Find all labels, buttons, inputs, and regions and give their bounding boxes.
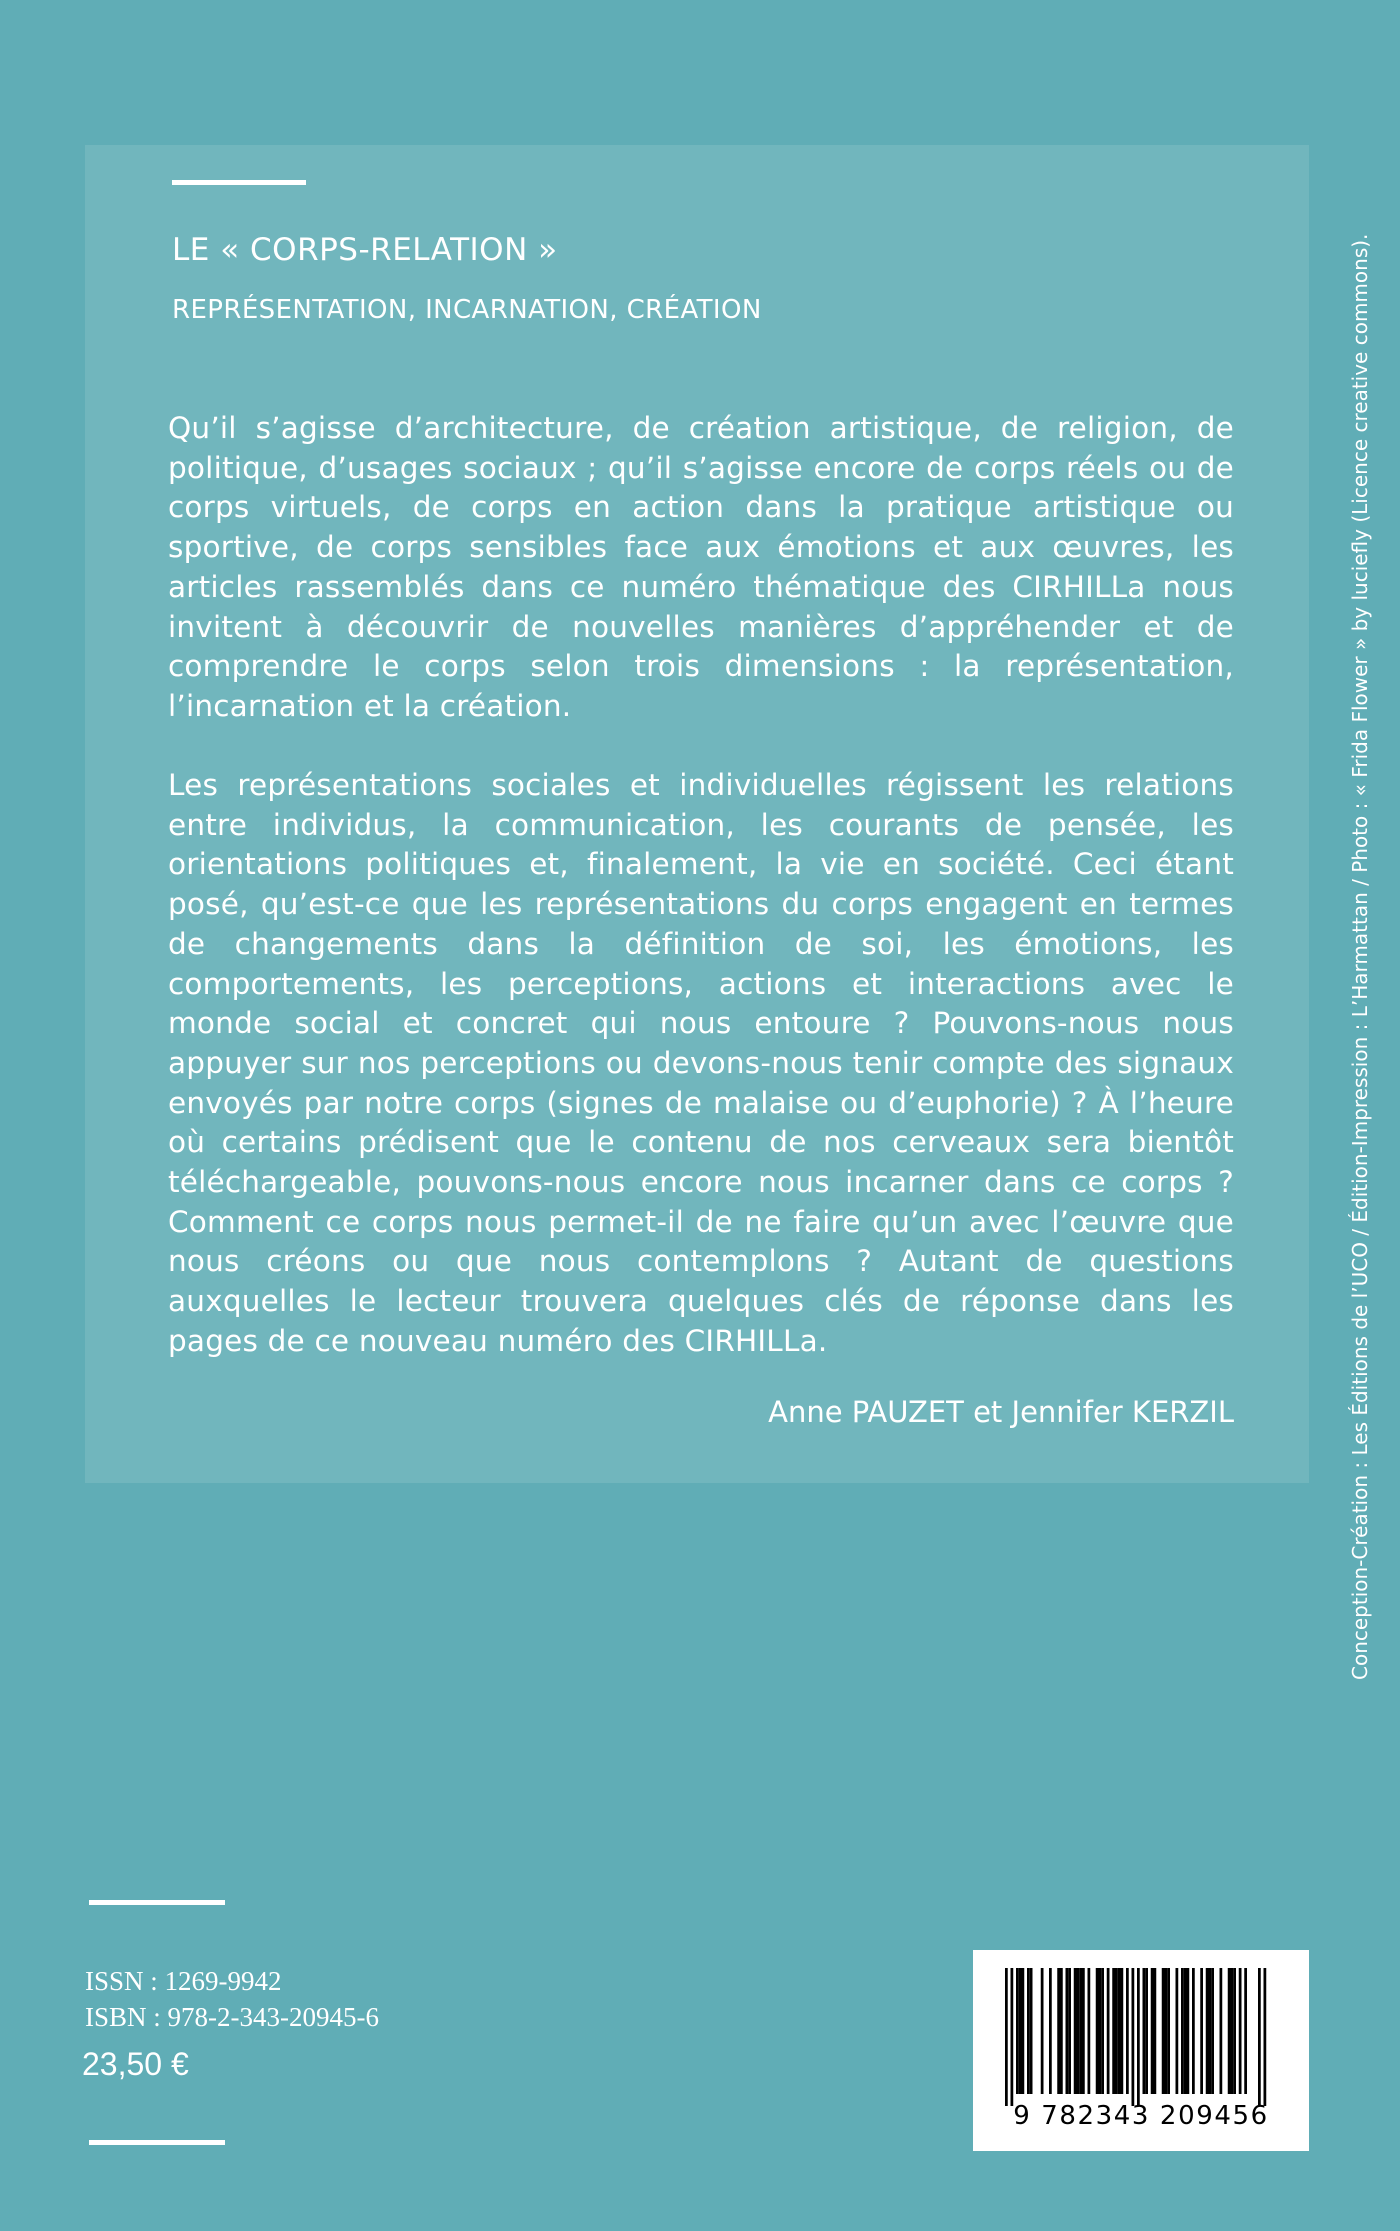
barcode-bar [1079, 1968, 1082, 2094]
barcode-bar [1211, 1968, 1214, 2094]
barcode-bar [1233, 1968, 1236, 2094]
barcode-bar [1115, 1968, 1118, 2094]
barcode-bar [1099, 1968, 1102, 2094]
barcode [973, 1950, 1309, 2151]
barcode-bar [1019, 1968, 1022, 2094]
barcode-digits: 9 782343 209456 [1013, 2101, 1269, 2131]
barcode-bar [1022, 1968, 1025, 2094]
barcode-bar [1228, 1968, 1231, 2094]
barcode-bar [1244, 1968, 1247, 2094]
barcode-bar [1187, 1968, 1190, 2094]
barcode-bar [1165, 1968, 1168, 2094]
barcode-bar [1118, 1968, 1121, 2094]
blurb-paragraph-1: Qu’il s’agisse d’architecture, de création artistique, de religion, de politique, d’usages sociaux ; qu’il s’agisse encore de corps réels ou de corps virtuels, de corps en action dans la pratique artistique ou sportive, de corps sensibles face aux émotions et aux œuvres, les articles rassemblés dans ce numéro thématique des CIRHILLa nous invitent à découvrir de nouvelles manières d’appréhender et de comprendre le corps selon trois dimensions : la représentation, l’incarnation et la création. [168, 411, 1234, 723]
barcode-bar [1030, 1968, 1033, 2094]
barcode-bar [1096, 1968, 1099, 2094]
barcode-bar [1057, 1968, 1060, 2094]
authors: Anne PAUZET et Jennifer KERZIL [768, 1395, 1234, 1429]
barcode-bar [1082, 1968, 1085, 2094]
barcode-bar [1107, 1968, 1110, 2094]
barcode-bar [1154, 1968, 1157, 2094]
barcode-bar [1176, 1968, 1179, 2094]
barcode-bar [1137, 1968, 1140, 2106]
barcode-bar [1041, 1968, 1044, 2094]
barcode-bar [1192, 1968, 1195, 2094]
barcode-bar [1181, 1968, 1184, 2094]
bottom-rule-upper [89, 1900, 225, 1905]
book-title: LE « CORPS-RELATION » [172, 232, 558, 268]
isbn: ISBN : 978-2-343-20945-6 [85, 2002, 379, 2032]
barcode-bar [1184, 1968, 1187, 2094]
barcode-bar [1088, 1968, 1091, 2094]
barcode-bar [1126, 1968, 1129, 2094]
blurb-paragraph-2: Les représentations sociales et individuelles régissent les relations entre individus, la communication, les courants de pensée, les orientations politiques et, finalement, la vie en société. Ceci étant posé, qu’est-ce que les représentations du corps engagent en termes de changements dans la définition de soi, les émotions, les comportements, les perceptions, actions et interactions avec le monde social et concret qui nous entoure ? Pouvons-nous nous appuyer sur nos perceptions ou devons-nous tenir compte des signaux envoyés par notre corps (signes de malaise ou d’euphorie) ? À l’heure où certains prédisent que le contenu de nos cerveaux sera bientôt téléchargeable, pouvons-nous encore nous incarner dans ce corps ? Comment ce corps nous permet-il de ne faire qu’un avec l’œuvre que nous créons ou que nous contemplons ? Autant de questions auxquelles le lecteur trouvera quelques clés de réponse dans les pages de ce nouveau numéro des CIRHILLa. [168, 768, 1234, 1358]
barcode-bar [1162, 1968, 1165, 2094]
barcode-bar [1011, 1968, 1014, 2106]
book-subtitle: REPRÉSENTATION, INCARNATION, CRÉATION [172, 295, 762, 325]
barcode-bar [1145, 1968, 1148, 2094]
barcode-bar [1005, 1968, 1008, 2106]
credit-line: Conception-Création : Les Éditions de l’UCO / Édition-Impression : L’Harmattan / Photo : « Frida Flower » by luciefly (Licence creative commons). [1348, 233, 1372, 1680]
barcode-bar [1066, 1968, 1069, 2094]
barcode-bar [1132, 1968, 1135, 2106]
barcode-bar [1220, 1968, 1223, 2094]
barcode-bar [1077, 1968, 1080, 2094]
barcode-bar [1239, 1968, 1242, 2094]
barcode-bar [1027, 1968, 1030, 2094]
barcode-bar [1200, 1968, 1203, 2094]
price: 23,50 € [82, 2046, 189, 2082]
barcode-bar [1049, 1968, 1052, 2094]
barcode-bar [1167, 1968, 1170, 2094]
barcode-bar [1060, 1968, 1063, 2094]
barcode-bar [1264, 1968, 1267, 2106]
barcode-bar [1068, 1968, 1071, 2094]
barcode-bar [1101, 1968, 1104, 2094]
barcode-bar [1143, 1968, 1146, 2094]
barcode-bar [1231, 1968, 1234, 2094]
issn: ISSN : 1269-9942 [85, 1966, 282, 1996]
barcode-bar [1112, 1968, 1115, 2094]
top-rule [172, 180, 306, 185]
barcode-bar [1209, 1968, 1212, 2094]
barcode-bar [1121, 1968, 1124, 2094]
barcode-bar [1151, 1968, 1154, 2094]
barcode-bar [1074, 1968, 1077, 2094]
barcode-bar [1206, 1968, 1209, 2094]
bottom-rule-lower [89, 2140, 225, 2145]
barcode-bar [1016, 1968, 1019, 2094]
barcode-bar [1258, 1968, 1261, 2106]
